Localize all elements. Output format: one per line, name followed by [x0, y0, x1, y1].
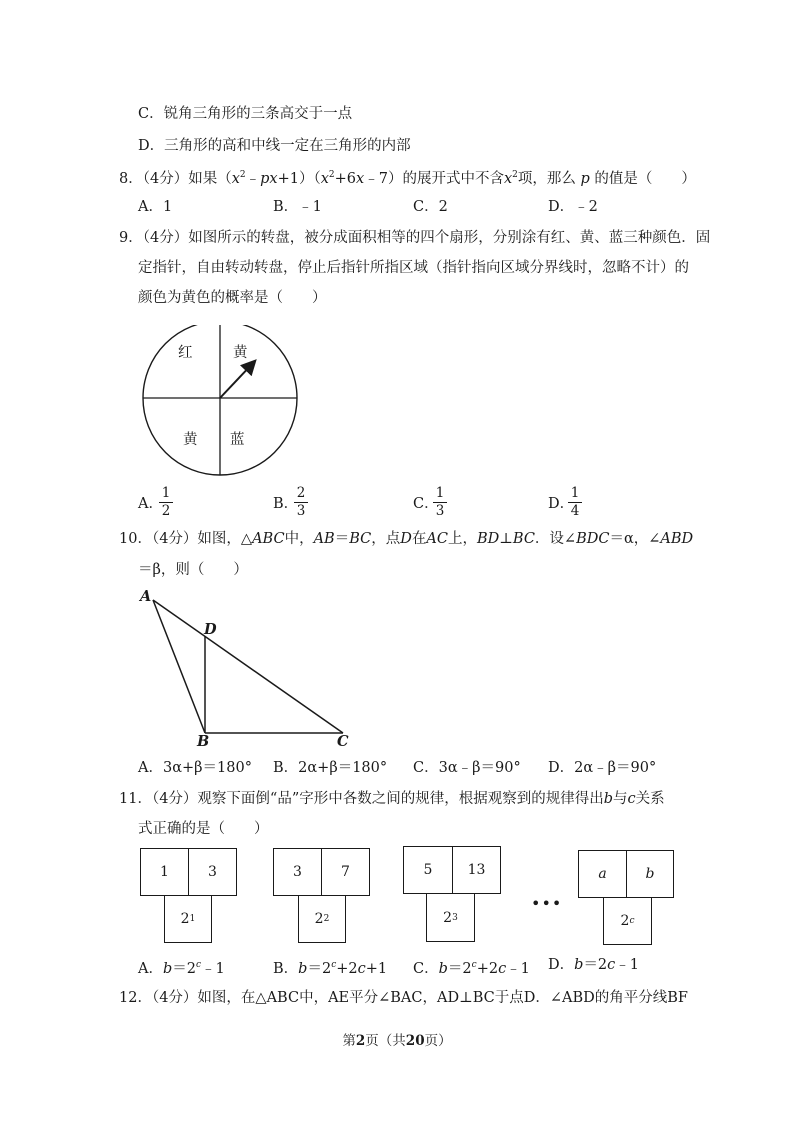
q10-stem-line1: 10．（4分）如图，△ABC中，AB＝BC，点D在AC上，BD⊥BC．设∠BDC＝α，∠ABD	[119, 531, 694, 547]
sector-top-right-label: 黄	[233, 345, 248, 361]
group3-right-box: 13	[452, 846, 501, 894]
point-d-label: D	[204, 621, 217, 638]
sector-bottom-right-label: 蓝	[230, 432, 245, 448]
point-c-label: C	[337, 733, 349, 750]
group2-bottom-box: 2 2	[298, 895, 346, 943]
group3-bottom-box: 2 3	[426, 893, 475, 942]
side-ac	[153, 600, 343, 733]
q9-option-c-fraction: 1 3	[433, 486, 447, 519]
q9-option-c-letter: C．	[413, 496, 439, 512]
sector-bottom-left-label: 黄	[183, 432, 198, 448]
group4-left-box: a	[578, 850, 627, 898]
q12-stem-line1: 12．（4分）如图，在△ABC中，AE平分∠BAC，AD⊥BC于点D．∠ABD的角平分线BF	[119, 990, 688, 1006]
group2-left-box: 3	[273, 848, 322, 896]
q10-stem-line2: ＝β，则（ ）	[138, 562, 248, 578]
q9-option-a-fraction: 1 2	[159, 486, 173, 519]
group1-right-box: 3	[188, 848, 237, 896]
group1-bottom-box: 2 1	[164, 895, 212, 943]
q9-stem-line3: 颜色为黄色的概率是（ ）	[138, 290, 327, 306]
page-footer: 第2页（共20页）	[342, 1033, 452, 1049]
q11-option-b: B．$b=2^c+2c+1$	[273, 960, 388, 977]
group4-right-box: b	[626, 850, 674, 898]
group3-left-box: 5	[403, 846, 453, 894]
q9-option-b-fraction: 2 3	[294, 486, 308, 519]
q10-option-a: A．3α+β＝180°	[138, 760, 252, 776]
q11-stem-line1: 11．（4分）观察下面倒“品”字形中各数之间的规律，根据观察到的规律得出b与c关系	[119, 791, 665, 807]
q10-option-c: C．3α﹣β＝90°	[413, 760, 521, 776]
q9-option-b-letter: B．	[273, 496, 299, 512]
q11-option-a: A．$b=2^c﹣1$	[138, 960, 225, 977]
q8-option-a: A．1	[138, 199, 173, 215]
q10-option-b: B．2α+β＝180°	[273, 760, 388, 776]
point-b-label: B	[197, 733, 210, 750]
q8-option-c: C．2	[413, 199, 448, 215]
q9-stem-line2: 定指针，自由转动转盘，停止后指针所指区域（指针指向区域分界线时，忽略不计）的	[138, 260, 689, 276]
group4-bottom-box: 2 c	[603, 897, 652, 945]
spinner-pointer-arrow	[220, 362, 254, 398]
spinner-figure	[140, 325, 302, 477]
q10-option-d: D．2α﹣β＝90°	[548, 760, 657, 776]
sector-top-left-label: 红	[178, 345, 193, 361]
q11-option-c: C．$b=2^c+2c﹣1$	[413, 960, 530, 977]
q8-option-b: B．﹣1	[273, 199, 322, 215]
q8-option-d: D．﹣2	[548, 199, 598, 215]
point-a-label: A	[140, 588, 152, 605]
q11-option-d: D．b＝2c﹣1	[548, 957, 640, 973]
q9-option-d-fraction: 1 4	[568, 486, 582, 519]
q9-option-d-letter: D．	[548, 496, 575, 512]
pattern-ellipsis: •••	[531, 894, 563, 913]
side-ab	[153, 600, 205, 733]
q11-stem-line2: 式正确的是（ ）	[138, 821, 269, 837]
q8-stem: 8．（4分）如果$(x^2﹣px+1)(x^2+6x﹣7)$的展开式中不含$x^2$项，那么 p 的值是（ ）	[119, 170, 696, 187]
group2-right-box: 7	[321, 848, 370, 896]
group1-left-box: 1	[140, 848, 189, 896]
triangle-figure	[138, 590, 358, 740]
q9-stem-line1: 9．（4分）如图所示的转盘，被分成面积相等的四个扇形，分别涂有红、黄、蓝三种颜色．固	[119, 230, 711, 246]
q7-option-d: D．三角形的高和中线一定在三角形的内部	[138, 138, 411, 154]
q7-option-c: C．锐角三角形的三条高交于一点	[138, 106, 353, 122]
q9-option-a-letter: A．	[138, 496, 163, 512]
